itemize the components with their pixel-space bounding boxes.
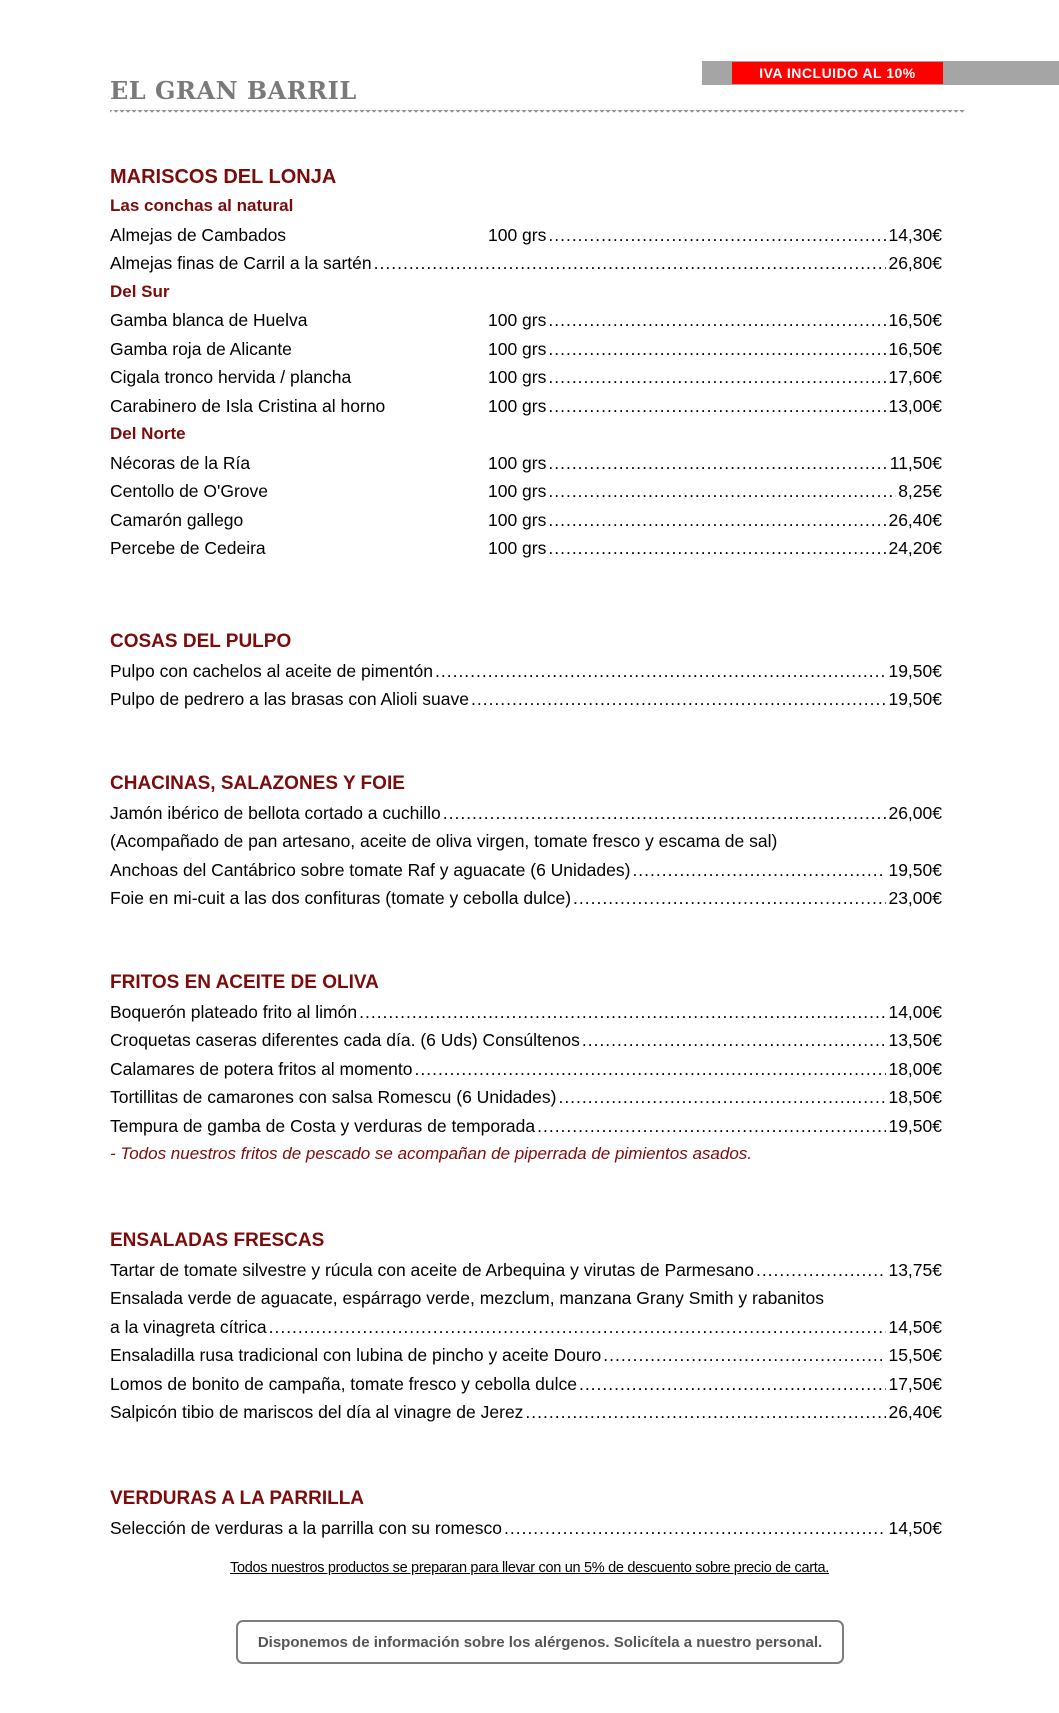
- leader-dots: [443, 799, 887, 828]
- item-description: (Acompañado de pan artesano, aceite de oliva virgen, tomate fresco y escama de sal): [110, 831, 778, 851]
- leader-dots: [548, 306, 886, 335]
- item-name: Lomos de bonito de campaña, tomate fresco y cebolla dulce: [110, 1373, 577, 1394]
- leader-dots: [548, 221, 886, 250]
- item-price: 26,00€: [888, 802, 942, 823]
- menu-item: [110, 335, 942, 364]
- item-qty: 100 grs: [488, 452, 547, 473]
- item-name: Percebe de Cedeira: [110, 538, 266, 558]
- section-title: MARISCOS DEL LONJA: [110, 166, 337, 188]
- item-price: 18,00€: [888, 1058, 942, 1079]
- menu-item: [110, 998, 942, 1027]
- item-name: Almejas finas de Carril a la sartén: [110, 253, 372, 273]
- menu-item: [110, 856, 942, 885]
- menu-item: [110, 506, 942, 535]
- leader-dots: [603, 1341, 886, 1370]
- leader-dots: [548, 477, 896, 506]
- section-pulpo: [110, 627, 942, 714]
- item-price: 16,50€: [888, 338, 942, 359]
- menu-item: [110, 1026, 942, 1055]
- menu-item: [110, 1256, 942, 1285]
- leader-dots: [435, 657, 886, 686]
- item-name: Gamba blanca de Huelva: [110, 310, 308, 330]
- item-name: Pulpo de pedrero a las brasas con Alioli suave: [110, 689, 469, 709]
- section-note: - Todos nuestros fritos de pescado se acompañan de piperrada de pimientos asados.: [110, 1144, 752, 1163]
- item-price: 18,50€: [888, 1087, 942, 1107]
- item-price: 14,30€: [888, 224, 942, 245]
- menu-item: [110, 392, 942, 421]
- item-qty: 100 grs: [488, 509, 547, 530]
- leader-dots: [548, 534, 886, 563]
- menu-item: [110, 1055, 942, 1084]
- menu-item: [110, 1112, 942, 1141]
- menu-item: [110, 1370, 942, 1399]
- menu-item: [110, 884, 942, 913]
- item-qty: 100 grs: [488, 338, 547, 359]
- section-chacinas: [110, 769, 942, 913]
- group-title: Del Norte: [110, 424, 186, 443]
- item-price: 23,00€: [888, 888, 942, 908]
- menu-content: [110, 162, 942, 1542]
- menu-item: [110, 1083, 942, 1112]
- leader-dots: [582, 1026, 887, 1055]
- item-price: 14,50€: [888, 1517, 942, 1538]
- spacer: [110, 714, 942, 769]
- leader-dots: [632, 856, 886, 885]
- zigzag-divider: [110, 110, 965, 116]
- item-name: Anchoas del Cantábrico sobre tomate Raf y aguacate (6 Unidades): [110, 859, 631, 880]
- restaurant-name: EL GRAN BARRIL: [110, 76, 357, 105]
- item-name: Boquerón plateado frito al limón: [110, 1001, 358, 1022]
- item-name: Salpicón tibio de mariscos del día al vinagre de Jerez: [110, 1402, 524, 1422]
- item-qty: 100 grs: [488, 224, 547, 245]
- iva-badge: IVA INCLUIDO AL 10%: [732, 62, 943, 84]
- leader-dots: [359, 998, 886, 1027]
- leader-dots: [415, 1055, 887, 1084]
- item-qty: 100 grs: [488, 481, 547, 501]
- spacer: [110, 913, 942, 968]
- section-mariscos: [110, 162, 942, 563]
- item-qty: 100 grs: [488, 310, 547, 330]
- leader-dots: [537, 1112, 886, 1141]
- item-price: 19,50€: [888, 689, 942, 709]
- section-fritos: [110, 968, 942, 1169]
- item-price: 26,40€: [888, 1402, 942, 1422]
- section-title: CHACINAS, SALAZONES Y FOIE: [110, 772, 405, 794]
- leader-dots: [269, 1313, 887, 1342]
- leader-dots: [558, 1083, 886, 1112]
- menu-item: [110, 1514, 942, 1543]
- item-qty: 100 grs: [488, 367, 547, 387]
- item-name: Tartar de tomate silvestre y rúcula con aceite de Arbequina y virutas de Parmesano: [110, 1259, 754, 1280]
- menu-item: [110, 363, 942, 392]
- item-price: 8,25€: [898, 481, 942, 501]
- section-title: COSAS DEL PULPO: [110, 630, 292, 652]
- leader-dots: [573, 884, 886, 913]
- item-name: Almejas de Cambados: [110, 224, 287, 245]
- item-price: 24,20€: [888, 538, 942, 558]
- group-title: Del Sur: [110, 281, 170, 301]
- leader-dots: [579, 1370, 887, 1399]
- item-name: Camarón gallego: [110, 509, 244, 530]
- item-price: 13,00€: [888, 395, 942, 416]
- menu-item: [110, 657, 942, 686]
- item-price: 19,50€: [888, 859, 942, 880]
- menu-item: [110, 1398, 942, 1427]
- menu-item: [110, 799, 942, 828]
- spacer: [110, 1427, 942, 1484]
- item-price: 15,50€: [888, 1345, 942, 1365]
- item-price: 14,50€: [888, 1316, 942, 1337]
- item-price: 14,00€: [888, 1001, 942, 1022]
- item-name: Ensaladilla rusa tradicional con lubina de pincho y aceite Douro: [110, 1345, 602, 1365]
- item-price: 13,50€: [888, 1030, 942, 1050]
- section-ensaladas: [110, 1226, 942, 1427]
- menu-item: [110, 685, 942, 714]
- allergen-notice-box: [236, 1620, 844, 1664]
- item-name: Foie en mi-cuit a las dos confituras (tomate y cebolla dulce): [110, 888, 572, 908]
- section-title: ENSALADAS FRESCAS: [110, 1229, 325, 1251]
- leader-dots: [548, 335, 886, 364]
- item-name: Cigala tronco hervida / plancha: [110, 367, 352, 387]
- menu-item: [110, 249, 942, 278]
- item-name: Gamba roja de Alicante: [110, 338, 292, 359]
- leader-dots: [548, 449, 887, 478]
- item-name: Tortillitas de camarones con salsa Romescu (6 Unidades): [110, 1087, 557, 1107]
- item-name-line1: Ensalada verde de aguacate, espárrago verde, mezclum, manzana Grany Smith y rabanitos: [110, 1288, 824, 1308]
- menu-item: [110, 1313, 942, 1342]
- item-name: Calamares de potera fritos al momento: [110, 1058, 413, 1079]
- leader-dots: [374, 249, 887, 278]
- item-name: Nécoras de la Ría: [110, 452, 251, 473]
- item-price: 26,40€: [888, 509, 942, 530]
- menu-item: [110, 449, 942, 478]
- menu-item: [110, 306, 942, 335]
- item-price: 11,50€: [889, 452, 942, 473]
- item-name: Jamón ibérico de bellota cortado a cuchillo: [110, 802, 441, 823]
- item-price: 19,50€: [888, 1115, 942, 1136]
- section-title: VERDURAS A LA PARRILLA: [110, 1487, 365, 1509]
- group-title: Las conchas al natural: [110, 196, 294, 215]
- section-title: FRITOS EN ACEITE DE OLIVA: [110, 971, 379, 993]
- spacer: [110, 563, 942, 627]
- menu-item: [110, 534, 942, 563]
- item-name: Croquetas caseras diferentes cada día. (6 Uds) Consúltenos: [110, 1030, 580, 1050]
- leader-dots: [756, 1256, 887, 1285]
- item-price: 26,80€: [888, 253, 942, 273]
- spacer: [110, 1169, 942, 1226]
- item-price: 17,60€: [888, 367, 942, 387]
- item-price: 17,50€: [888, 1373, 942, 1394]
- section-verduras: [110, 1484, 942, 1543]
- menu-item: [110, 477, 942, 506]
- item-price: 13,75€: [888, 1259, 942, 1280]
- item-name: Selección de verduras a la parrilla con su romesco: [110, 1517, 502, 1538]
- item-qty: 100 grs: [488, 538, 547, 558]
- leader-dots: [471, 685, 886, 714]
- item-name: Pulpo con cachelos al aceite de pimentón: [110, 660, 433, 681]
- leader-dots: [548, 392, 886, 421]
- leader-dots: [504, 1514, 886, 1543]
- takeaway-notice: Todos nuestros productos se preparan para llevar con un 5% de descuento sobre precio de carta.: [230, 1560, 829, 1576]
- leader-dots: [548, 506, 886, 535]
- item-name: Carabinero de Isla Cristina al horno: [110, 395, 386, 416]
- leader-dots: [548, 363, 886, 392]
- menu-item: [110, 221, 942, 250]
- item-qty: 100 grs: [488, 395, 547, 416]
- item-price: 16,50€: [888, 310, 942, 330]
- menu-item: [110, 1341, 942, 1370]
- item-name: Tempura de gamba de Costa y verduras de temporada: [110, 1115, 536, 1136]
- allergen-notice: Disponemos de información sobre los alérgenos. Solicítela a nuestro personal.: [257, 1633, 823, 1651]
- item-price: 19,50€: [888, 660, 942, 681]
- item-name: Centollo de O'Grove: [110, 481, 269, 501]
- leader-dots: [525, 1398, 886, 1427]
- item-name: a la vinagreta cítrica: [110, 1316, 267, 1337]
